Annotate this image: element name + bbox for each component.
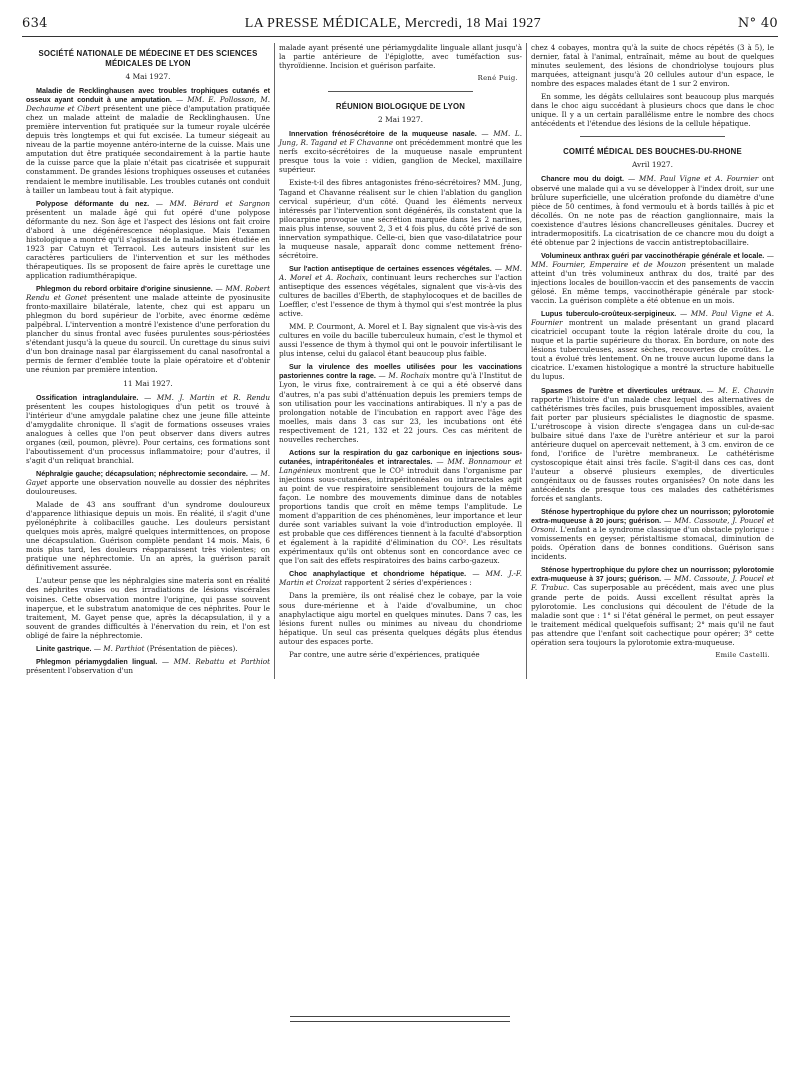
article-title: Phlegmon périamygdalien lingual.	[36, 656, 158, 666]
article: Sténose hypertrophique du pylore chez un nourrisson; pylorotomie extra-muqueuse à 20 jours; guérison. — MM. Cassoute, J. Poucel et Orsoni. L'enfant a le syndrome classique d'un obstacle pylorique : vomissements en geyser, péristaltisme stomacal, diminution de poids. Opération dans de bonnes conditions. Guérison sans incidents.	[531, 507, 774, 562]
article-continuation: malade ayant présenté une périamygdalite linguale allant jusqu'à la partie antérieure de l'épiglotte, avec tuméfaction sus-thyroïdienne. Incision et guérison parfaite.	[279, 43, 522, 71]
article: Sténose hypertrophique du pylore chez un nourrisson; pylorotomie extra-muqueuse à 37 jours; guérison. — MM. Cassoute, J. Poucel et F. Trabuc. Cas superposable au précédent, mais avec une plus grande perte de poids. Aussi excellent résultat après la pylorotomie. Les conclusions qui découlent de l'étude de la maladie sont que : 1° si l'état général le permet, on peut essayer le traitement médical quelquefois suffisant; 2° mais qu'il ne faut pas attendre que l'enfant soit cachectique pour opérer; 3° cette opération sera toujours la pylorotomie extra-muqueuse.	[531, 565, 774, 647]
article: Spasmes de l'urètre et diverticules urétraux. — M. E. Chauvin rapporte l'histoire d'un malade chez lequel des alternatives de cathétérismes très faciles, puis brusquement impossibles, avaient fait porter par plusieurs spécialistes le diagnostic de spasme. L'urétroscope à vision directe s'engagea dans un cul-de-sac bulbaire situé dans l'axe de l'urètre antérieur et sur la paroi antérieure duquel on apercevait nettement, à 3 cm. environ de ce fond, l'orifice de l'urètre membraneux. Le cathétérisme cystoscopique était ainsi très facile. S'agit-il dans ces cas, dont l'auteur a observé plusieurs exemples, de diverticules congénitaux ou de fausses routes organisées? On note dans les antécédents de presque tous ces malades des cathétérismes forcés et sanglants.	[531, 385, 774, 504]
article-paragraph: Existe-t-il des fibres antagonistes fréno-sécrétoires? MM. Jung, Tagand et Chavanne réalisent sur le chien l'ablation du ganglion cervical supérieur, d'un côté. Quand les éléments nerveux intéressés par l'intervention sont dégénérés, ils constatent que la pilocarpine provoque une sécrétion marquée dans les 2 narines, mais plus intense, souvent 2, 3 et 4 fois plus, du côté privé de son innervation sympathique. Celle-ci, bien que vaso-dilatatrice pour la muqueuse nasale, apparaît donc comme nettement fréno-sécrétoire.	[279, 178, 522, 260]
page-number: 634	[22, 16, 48, 31]
article-authors: M. Parthiot	[103, 643, 145, 653]
article-title: Linite gastrique.	[36, 643, 92, 653]
journal-title: LA PRESSE MÉDICALE, Mercredi, 18 Mai 1927	[244, 16, 541, 31]
article-title: Innervation frénosécrétoire de la muqueuse nasale.	[289, 129, 477, 139]
article-authors: M. Gayet	[26, 468, 270, 487]
article: Phlegmon du rebord orbitaire d'origine sinusienne. — MM. Robert Rendu et Gonet présentent une malade atteinte de pyosinusite fronto-maxillaire bilatérale, latente, chez qui est apparu un phlegmon du bord supérieur de l'orbite, avec énorme œdème palpébral. L'intervention a montré l'existence d'une perforation du plancher du sinus frontal avec fusées purulentes sous-périostées s'étendant jusqu'à la queue du sourcil. Un curettage du sinus suivi d'un bon drainage nasal par élargissement du canal nasofrontal a permis de fermer d'emblée toute la plaie opératoire et d'obtenir une réunion par première intention.	[26, 284, 270, 375]
article-body: présentent une malade atteinte de pyosinusite fronto-maxillaire bilatérale, latente, chez qui est apparu un phlegmon du bord supérieur de l'orbite, avec énorme œdème palpébral. L'intervention a montré l'existence d'une perforation du plancher du sinus frontal avec fusées purulentes sous-périostées s'étendant jusqu'à la queue du sourcil. Un curettage du sinus suivi d'un bon drainage nasal par élargissement du canal nasofrontal a permis de fermer d'emblée toute la plaie opératoire et d'obtenir une réunion par première intention.	[26, 293, 270, 375]
article-authors: MM. Cassoute, J. Poucel et F. Trabuc.	[531, 574, 774, 593]
article-title: Lupus tuberculo-croûteux-serpigineux.	[541, 309, 677, 319]
article-paragraph: Dans la première, ils ont réalisé chez le cobaye, par la voie sous dure-mérienne et à l'aide d'ovalbumine, un choc anaphylactique aigu mortel en quelques minutes. Dans 7 cas, les lésions furent nulles ou minimes au niveau du chondriome hépatique. Un seul cas présenta quelques dégâts plus étendus autour des espaces porte.	[279, 591, 522, 646]
footer-rule	[290, 1016, 510, 1017]
column-2	[274, 43, 526, 679]
article-title: Chancre mou du doigt.	[541, 174, 625, 184]
signature: René Puig.	[477, 74, 518, 83]
article-authors: MM. Paul Vigne et A. Fournier	[639, 174, 759, 184]
article: Linite gastrique. — M. Parthiot (Présentation de pièces).	[36, 643, 238, 653]
article-title: Sur la virulence des moelles utilisées pour les vaccinations pastoriennes contre la rage.	[279, 362, 522, 381]
article: Sur la virulence des moelles utilisées pour les vaccinations pastoriennes contre la rage. — M. Rochaix montre qu'à l'Institut de Lyon, le virus fixe, contrairement à ce qui a été observé dans d'autres, n'a pas subi d'atténuation depuis les premiers temps de son utilisation pour les vaccinations antirabiques. Il n'y a pas de prolongation notable de l'incubation en rapport avec l'âge des moelles, mais dans 3 cas sur 23, les incubations ont été respectivement de 121, 132 et 22 jours. Ces cas méritent de nouvelles recherches.	[279, 362, 522, 444]
article-paragraph: MM. P. Courmont, A. Morel et I. Bay signalent que vis-à-vis des cultures en voile du bacille tuberculeux humain, c'est le thymol et aussi l'essence de thym à thymol qui ont le pouvoir infertilisant le plus intense, celui du gaïacol étant beaucoup plus faible.	[279, 322, 522, 359]
article-body: présentent l'observation d'un	[26, 665, 133, 675]
session-date: 4 Mai 1927.	[125, 72, 171, 81]
article-body: apporte une observation nouvelle au dossier des néphrites douloureuses.	[26, 477, 270, 497]
article-title: Maladie de Recklinghausen avec troubles trophiques cutanés et osseux ayant conduit à une amputation.	[26, 86, 270, 105]
article-title: Choc anaphylactique et chondriome hépatique.	[289, 569, 467, 579]
article: Ossification intraglandulaire. — MM. J. Martin et R. Rendu présentent les coupes histologiques d'un petit os trouvé à l'intérieur d'une amygdale palatine chez une jeune fille atteinte d'amygdalite chronique. Il s'agit de formations osseuses vraies analogues à celles que l'on peut observer dans divers autres organes (œil, poumon, plèvre). Pour certains, ces formations sont l'aboutissement d'un processus inflammatoire; pour d'autres, il s'agit d'un reliquat branchial.	[26, 392, 270, 465]
article-body: Cas superposable au précédent, mais avec une plus grande perte de poids. Aussi excellent résultat après la pylorotomie. Les conclusions qui découlent de l'étude de la maladie sont que : 1° si l'état général le permet, on peut essayer le traitement médical quelquefois suffisant; 2° mais qu'il ne faut pas attendre que l'enfant soit cachectique pour opérer; 3° cette opération sera toujours la pylorotomie extra-muqueuse.	[531, 583, 774, 647]
article-authors: M. Rochaix	[388, 371, 430, 381]
article-paragraph: Par contre, une autre série d'expériences, pratiquée	[289, 649, 480, 659]
article-body: ont précédemment montré que les nerfs excito-sécrétoires de la muqueuse nasale empruntent presque tous la voie : vidien, ganglion de Meckel, maxillaire supérieur.	[279, 138, 522, 175]
article-title: Néphralgie gauche; décapsulation; néphrectomie secondaire.	[36, 468, 248, 478]
article-authors: MM. Cassoute, J. Poucel et Orsoni.	[531, 516, 774, 535]
divider	[580, 136, 726, 137]
article: Phlegmon périamygdalien lingual. — MM. Rebattu et Parthiot présentent l'observation d'un	[26, 656, 270, 675]
column-1	[22, 43, 274, 679]
article-authors: MM. Paul Vigne et A. Fournier	[531, 309, 774, 328]
article-body: rapporte l'histoire d'un malade chez lequel des alternatives de cathétérismes très faciles, puis brusquement impossibles, avaient fait porter par plusieurs spécialistes le diagnostic de spasme. L'urétroscope à vision directe s'engagea dans un cul-de-sac bulbaire situé dans l'axe de l'urètre antérieur et sur la paroi antérieure duquel on apercevait nettement, à 3 cm. environ de ce fond, l'orifice de l'urètre membraneux. Le cathétérisme cystoscopique était ainsi très facile. S'agit-il dans ces cas, dont l'auteur a observé plusieurs exemples, de diverticules congénitaux ou de fausses routes organisées? On note dans les antécédents de presque tous ces malades des cathétérismes forcés et sanglants.	[531, 394, 774, 504]
session-date: Avril 1927.	[632, 160, 673, 170]
article-body: montrent que le CO² introduit dans l'organisme par injections sous-cutanées, intrapéritonéales ou intrarectales agit au point de vue respiratoire sensiblement toujours de la même façon. Le nombre des mouvements diminue dans de notables proportions tandis que croît en même temps l'amplitude. Le moment d'apparition de ces phénomènes, leur importance et leur durée sont variables suivant la voie d'introduction employée. Il est probable que ces différences tiennent à la faculté d'absorption et également à la rapidité d'élimination du CO². Les résultats expérimentaux qu'ils ont obtenus sont en concordance avec ce que l'on sait des effets respiratoires des bains carbo-gazeux.	[279, 465, 522, 566]
issue-number: N° 40	[737, 16, 778, 31]
page-header	[22, 16, 778, 32]
article-title: Sur l'action antiseptique de certaines essences végétales.	[289, 263, 492, 273]
article: Volumineux anthrax guéri par vaccinothérapie générale et locale. — MM. Fournier, Emperaire et de Mouzon présentent un malade atteint d'un très volumineux anthrax du dos, traité par des injections locales de bouillon-vaccin et des pansements de vaccin gélosé. En même temps, vaccinothérapie générale par stock-vaccin. La guérison complète a été obtenue en un mois.	[531, 250, 774, 306]
signature: Emile Castelli.	[715, 650, 770, 659]
article-body: présentent un malade atteint d'un très volumineux anthrax du dos, traité par des injections locales de bouillon-vaccin et des pansements de vaccin gélosé. En même temps, vaccinothérapie générale par stock-vaccin. La guérison complète a été obtenue en un mois.	[531, 259, 774, 306]
article-body: ont observé une malade qui a vu se développer à l'index droit, sur une brûlure superficielle, une ulcération profonde du diamètre d'une pièce de 50 centimes, à fond vermoulu et à bords taillés à pic et décollés. On ne note pas de réaction ganglionnaire, mais la coexistence d'autres lésions chancrelleuses génitales. Ducrey et intradermopositifs. La cicatrisation de ce chancre mou du doigt a été obtenue par 2 injections de vaccin antistreptobacillaire.	[531, 174, 774, 247]
article-title: Spasmes de l'urètre et diverticules urétraux.	[541, 385, 703, 395]
article-paragraph: En somme, les dégâts cellulaires sont beaucoup plus marqués dans le choc aigu succédant à plusieurs chocs que dans le choc unique. Il y a un certain parallélisme entre le nombre des chocs antécédents et l'étendue des lésions de la cellule hépatique.	[531, 92, 774, 129]
article: Actions sur la respiration du gaz carbonique en injections sous-cutanées, intrapéritonéales et intrarectales. — MM. Bonnamour et Langénieux montrent que le CO² introduit dans l'organisme par injections sous-cutanées, intrapéritonéales ou intrarectales agit au point de vue respiratoire sensiblement toujours de la même façon. Le nombre des mouvements diminue dans de notables proportions tandis que croît en même temps l'amplitude. Le moment d'apparition de ces phénomènes, leur importance et leur durée sont variables suivant la voie d'introduction employée. Il est probable que ces différences tiennent à la faculté d'absorption et également à la rapidité d'élimination du CO². Les résultats expérimentaux qu'ils ont obtenus sont en concordance avec ce que l'on sait des effets respiratoires des bains carbo-gazeux.	[279, 447, 522, 566]
article: Chancre mou du doigt. — MM. Paul Vigne et A. Fournier ont observé une malade qui a vu se développer à l'index droit, sur une brûlure superficielle, une ulcération profonde du diamètre d'une pièce de 50 centimes, à fond vermoulu et à bords taillés à pic et décollés. On ne note pas de réaction ganglionnaire, mais la coexistence d'autres lésions chancrelleuses génitales. Ducrey et intradermopositifs. La cicatrisation de ce chancre mou du doigt a été obtenue par 2 injections de vaccin antistreptobacillaire.	[531, 174, 774, 247]
article-authors: MM. J. Martin et R. Rendu	[156, 392, 270, 402]
article-body: présentent une pièce d'amputation pratiquée chez un malade atteint de maladie de Recklinghausen. Une première intervention fut pratiquée sur la tumeur royale ulcérée depuis très longtemps et qui fut excisée. La tumeur siégeait au niveau de la partie moyenne antéro-interne de la cuisse. Mais une amputation dut être pratiquée secondairement à la partie haute de la cuisse parce que la plaie n'était pas cicatrisée et suppurait constamment. De grandes lésions trophiques osseuses et cutanées rendaient le membre inutilisable. Les troubles cutanés ont conduit à tailler un lambeau tout à fait atypique.	[26, 104, 270, 195]
article-authors: MM. E. Pollosson, M. Dechaume et Cibert	[26, 95, 271, 114]
header-rule	[22, 36, 778, 37]
section-heading: SOCIÉTÉ NATIONALE DE MÉDECINE ET DES SCIENCES MÉDICALES DE LYON	[38, 49, 258, 68]
article: Néphralgie gauche; décapsulation; néphrectomie secondaire. — M. Gayet apporte une observation nouvelle au dossier des néphrites douloureuses.	[26, 468, 270, 497]
article: Maladie de Recklinghausen avec troubles trophiques cutanés et osseux ayant conduit à une amputation. — MM. E. Pollosson, M. Dechaume et Cibert présentent une pièce d'amputation pratiquée chez un malade atteint de maladie de Recklinghausen. Une première intervention fut pratiquée sur la tumeur royale ulcérée depuis très longtemps et qui fut excisée. La tumeur siégeait au niveau de la partie moyenne antéro-interne de la cuisse. Mais une amputation dut être pratiquée secondairement à la partie haute de la cuisse parce que la plaie n'était pas cicatrisée et suppurait constamment. De grandes lésions trophiques osseuses et cutanées rendaient le membre inutilisable. Les troubles cutanés ont conduit à tailler un lambeau tout à fait atypique.	[26, 86, 271, 195]
article-continuation: chez 4 cobayes, montra qu'à la suite de chocs répétés (3 à 5), le dernier, fatal à l'animal, entraînait, même au bout de quelques minutes seulement, des lésions de chondriolyse toujours plus marquées, atteignant jusqu'à 20 cellules autour d'un espace, le nombre des espaces malades étant de 1 sur 2 environ.	[531, 43, 774, 89]
article-authors: MM. A. Morel et A. Rochaix,	[279, 263, 522, 282]
article-authors: MM. Bérard et Sargnon	[169, 198, 271, 208]
article: Lupus tuberculo-croûteux-serpigineux. — MM. Paul Vigne et A. Fournier montrent un malade présentant un grand placard cicatriciel occupant toute la région latérale droite du cou, la nuque et la partie supérieure du thorax. En bordure, on note des lésions tuberculeuses, assez sèches, recouvertes de croûtes. Le tout a évolué très lentement. On ne trouve aucun lupome dans la cicatrice. L'examen histologique a montré la structure habituelle du lupus.	[531, 309, 774, 382]
article-body: (Présentation de pièces).	[146, 643, 238, 653]
article-body: présentent un malade âgé qui fut opéré d'une polypose déformante du nez. Son âge et l'aspect des lésions ont fait croire d'abord à une dégénérescence néoplasique. Mais l'examen histologique a montré qu'il s'agissait de la maladie bien étudiée en 1923 par Catuyn et Terracol. Les auteurs insistent sur les caractères particuliers de l'intervention et sur les méthodes thérapeutiques. Ils se proposent de faire après le curettage une application radiumthérapique.	[26, 207, 270, 280]
article-body: rapportent 2 séries d'expériences :	[344, 578, 472, 588]
article-title: Sténose hypertrophique du pylore chez un nourrisson; pylorotomie extra-muqueuse à 37 jours; guérison.	[531, 565, 774, 584]
article-authors: MM. Fournier, Emperaire et de Mouzon	[531, 259, 686, 269]
article-body: montre qu'à l'Institut de Lyon, le virus fixe, contrairement à ce qui a été observé dans d'autres, n'a pas subi d'atténuation depuis les premiers temps de son utilisation pour les vaccinations antirabiques. Il n'y a pas de prolongation notable de l'incubation en rapport avec l'âge des moelles, mais dans 3 cas sur 23, les incubations ont été respectivement de 121, 132 et 22 jours. Ces cas méritent de nouvelles recherches.	[279, 371, 522, 444]
article-authors: M. E. Chauvin	[718, 385, 774, 395]
article-paragraph: Malade de 43 ans souffrant d'un syndrome douloureux d'apparence lithiasique depuis un mois. En réalité, il s'agit d'une pyélonéphrite à colibacilles gauche. Les douleurs persistant quelques mois après, malgré quelques intermittences, on propose une décapsulation. Guérison complète pendant 14 mois. Mais, 6 mois plus tard, les douleurs réapparaissent très violentes; on pratique une néphrectomie. Un an après, la guérison paraît définitivement assurée.	[26, 500, 270, 573]
article-body: L'enfant a le syndrome classique d'un obstacle pylorique : vomissements en geyser, péristaltisme stomacal, diminution de poids. Opération dans de bonnes conditions. Guérison sans incidents.	[531, 525, 774, 562]
article: Sur l'action antiseptique de certaines essences végétales. — MM. A. Morel et A. Rochaix, continuant leurs recherches sur l'action antiseptique des essences végétales, signalent que vis-à-vis des cultures de bacilles d'Eberth, de staphylocoques et de bacilles de Loeffler, c'est l'essence de thym à thymol qui s'est montrée la plus active.	[279, 263, 522, 319]
article-title: Polypose déformante du nez.	[36, 198, 150, 208]
section-heading: COMITÉ MÉDICAL DES BOUCHES-DU-RHONE	[563, 147, 742, 157]
article-body: continuant leurs recherches sur l'action antiseptique des essences végétales, signalent que vis-à-vis des cultures de bacilles d'Eberth, de staphylocoques et de bacilles de Loeffler, c'est l'essence de thym à thymol qui s'est montrée la plus active.	[279, 272, 522, 319]
article-paragraph: L'auteur pense que les néphralgies sine materia sont en réalité des néphrites vraies ou des irradiations de lésions viscérales voisines. Cette observation montre l'origine, qui passe souvent inaperçue, et le substratum anatomique de ces néphrites. Pour le traitement, M. Gayet pense que, après la décapsulation, il y a souvent de grandes difficultés à l'énervation du rein, et l'on est obligé de faire la néphrectomie.	[26, 576, 270, 640]
article-authors: MM. Rebattu et Parthiot	[173, 656, 270, 666]
article-authors: MM. J.-F. Martin et Croizat	[279, 569, 522, 588]
column-3	[526, 43, 778, 679]
divider	[328, 91, 474, 92]
columns	[22, 43, 778, 679]
article-title: Volumineux anthrax guéri par vaccinothérapie générale et locale.	[541, 250, 765, 260]
session-date: 11 Mai 1927.	[123, 378, 173, 388]
article-body: présentent les coupes histologiques d'un petit os trouvé à l'intérieur d'une amygdale palatine chez une jeune fille atteinte d'amygdalite chronique. Il s'agit de formations osseuses vraies analogues à celles que l'on peut observer dans divers autres organes (œil, poumon, plèvre). Pour certains, ces formations sont l'aboutissement d'un processus inflammatoire; pour d'autres, il s'agit d'un reliquat branchial.	[26, 401, 270, 465]
session-date: 2 Mai 1927.	[378, 115, 423, 125]
article-title: Actions sur la respiration du gaz carbonique en injections sous-cutanées, intrapéritonéales et intrarectales.	[279, 447, 522, 466]
article: Choc anaphylactique et chondriome hépatique. — MM. J.-F. Martin et Croizat rapportent 2 séries d'expériences :	[279, 569, 522, 588]
section-heading: RÉUNION BIOLOGIQUE DE LYON	[335, 102, 466, 112]
article-title: Phlegmon du rebord orbitaire d'origine sinusienne.	[36, 284, 213, 294]
article-authors: MM. Bonnamour et Langénieux	[279, 456, 522, 475]
footer-rule	[290, 1021, 510, 1022]
article-body: montrent un malade présentant un grand placard cicatriciel occupant toute la région latérale droite du cou, la nuque et la partie supérieure du thorax. En bordure, on note des lésions tuberculeuses, assez sèches, recouvertes de croûtes. Le tout a évolué très lentement. On ne trouve aucun lupome dans la cicatrice. L'examen histologique a montré la structure habituelle du lupus.	[531, 318, 774, 382]
footer-rules	[290, 1016, 510, 1026]
article-authors: MM. Robert Rendu et Gonet	[26, 284, 270, 303]
article-title: Ossification intraglandulaire.	[36, 392, 139, 402]
article-title: Sténose hypertrophique du pylore chez un nourrisson; pylorotomie extra-muqueuse à 20 jours; guérison.	[531, 507, 774, 526]
article-authors: MM. L. Jung, R. Tagand et F Chavanne	[279, 129, 522, 148]
article: Innervation frénosécrétoire de la muqueuse nasale. — MM. L. Jung, R. Tagand et F Chavanne ont précédemment montré que les nerfs excito-sécrétoires de la muqueuse nasale empruntent presque tous la voie : vidien, ganglion de Meckel, maxillaire supérieur.	[279, 129, 522, 175]
article: Polypose déformante du nez. — MM. Bérard et Sargnon présentent un malade âgé qui fut opéré d'une polypose déformante du nez. Son âge et l'aspect des lésions ont fait croire d'abord à une dégénérescence néoplasique. Mais l'examen histologique a montré qu'il s'agissait de la maladie bien étudiée en 1923 par Catuyn et Terracol. Les auteurs insistent sur les caractères particuliers de l'intervention et sur les méthodes thérapeutiques. Ils se proposent de faire après le curettage une application radiumthérapique.	[26, 198, 271, 280]
